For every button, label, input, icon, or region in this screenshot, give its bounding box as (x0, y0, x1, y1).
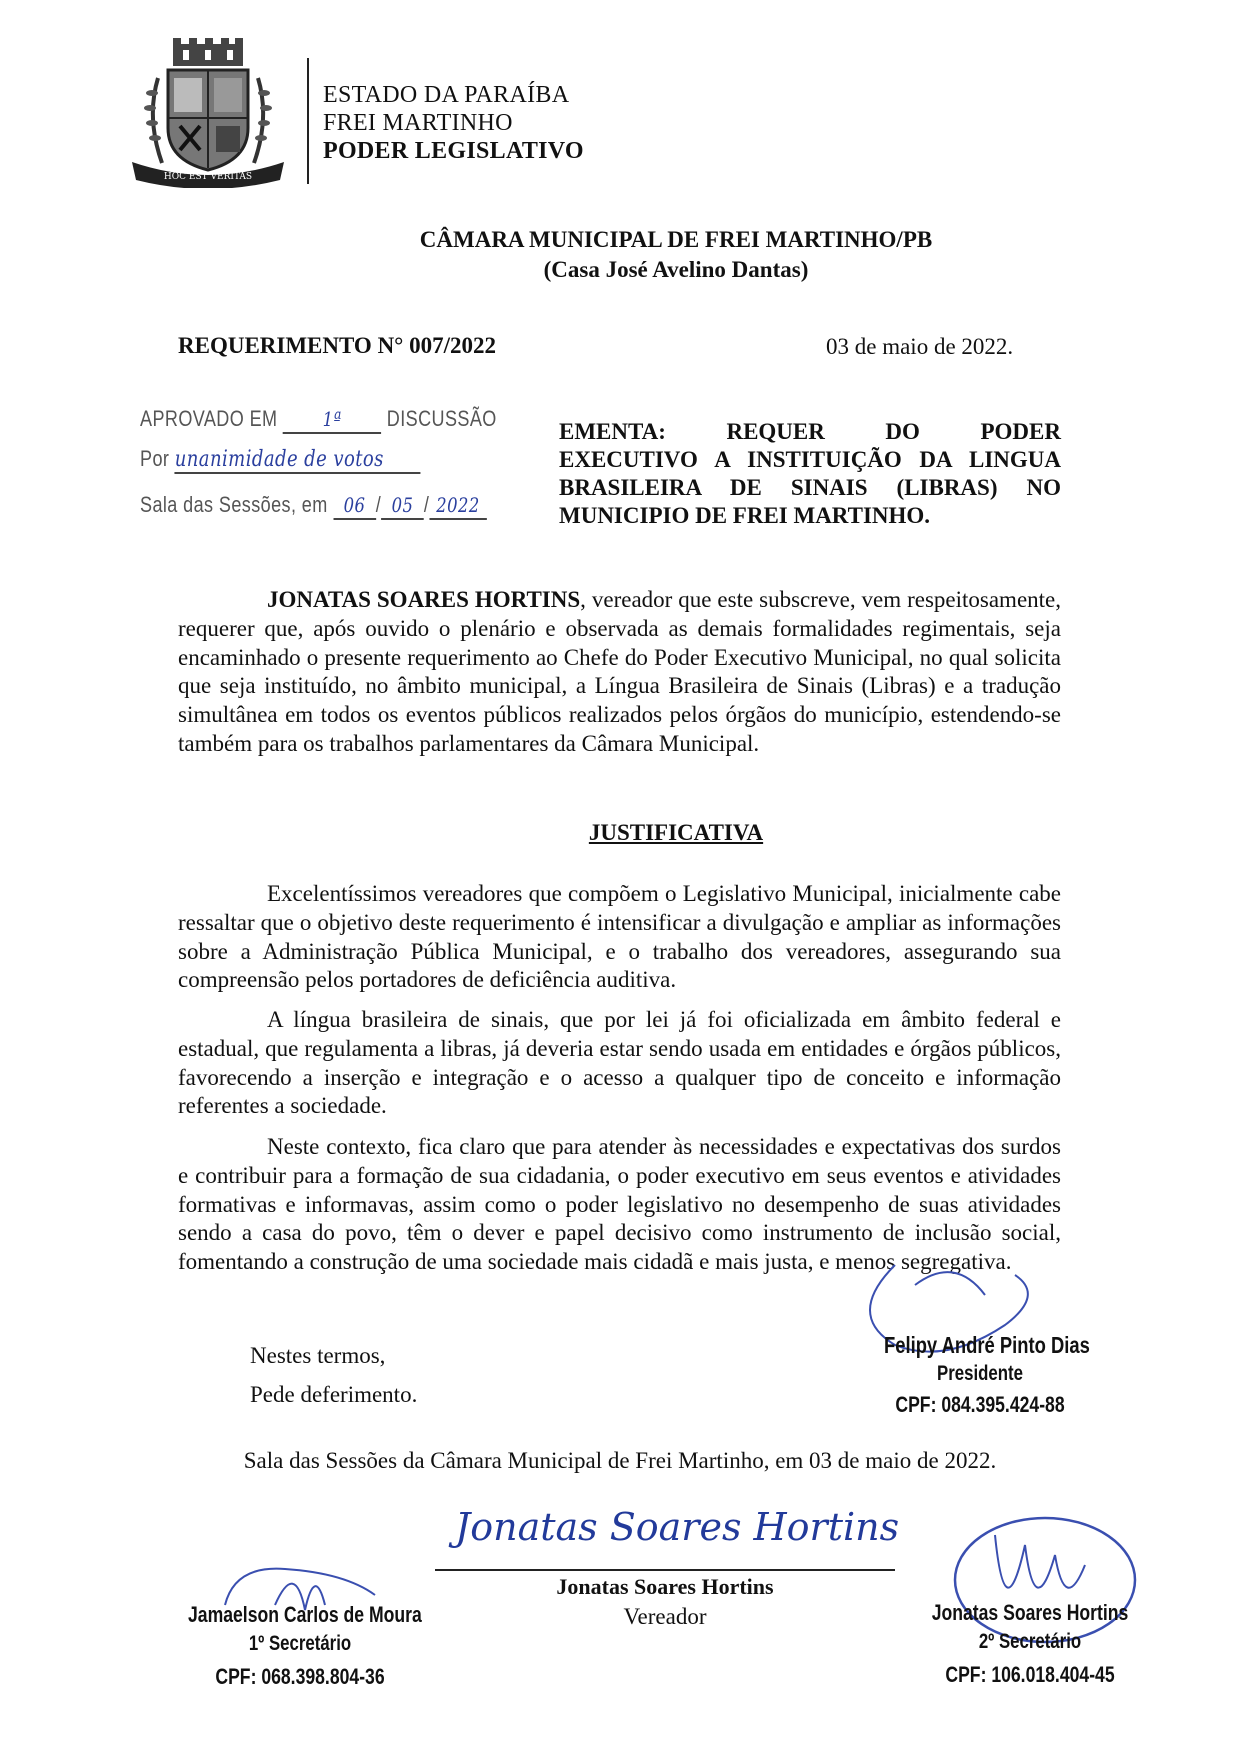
second-secretary-role: 2º Secretário (978, 1630, 1082, 1653)
header-city: FREI MARTINHO (323, 110, 513, 136)
approval-stamp-line1 (140, 406, 497, 434)
stamp-sala-month: 05 (391, 493, 414, 517)
header-divider (307, 58, 309, 184)
header-state: ESTADO DA PARAÍBA (323, 82, 570, 108)
president-cpf: CPF: 084.395.424-88 (895, 1392, 1065, 1417)
closing-place-date: Sala das Sessões da Câmara Municipal de Frei Martinho, em 03 de maio de 2022. (243, 1448, 997, 1473)
president-name: Felipy André Pinto Dias (884, 1332, 1090, 1358)
stamp-sala-day: 06 (343, 493, 366, 517)
stamp-sala-year: 2022 (436, 493, 480, 517)
stamp-approved-prefix: APROVADO EM (140, 406, 278, 431)
justificativa-p1: Excelentíssimos vereadores que compõem o Legislativo Municipal, inicialmente cabe ressaltar que o objetivo deste requerimento é intensificar a divulgação e ampliar as informações sobre a Administração Pública Municipal, e o trabalho dos vereadores, assegurando sua compreensão pelos portadores de deficiência auditiva. (178, 881, 1061, 993)
stamp-por-prefix: Por (140, 446, 170, 471)
institution-name: CÂMARA MUNICIPAL DE FREI MARTINHO/PB (419, 227, 933, 252)
second-secretary-name: Jonatas Soares Hortins (931, 1600, 1129, 1625)
justificativa-p3: Neste contexto, fica claro que para atender às necessidades e expectativas dos surdos e contribuir para a formação de sua cidadania, o poder executivo em seus eventos e atividades formativas e informavas, assim como o poder legislativo no desempenho de suas atividades sendo a casa do povo, têm o dever e papel decisivo como instrumento de inclusão social, fomentando a construção de uma sociedade mais cidadã e mais justa, e menos segregativa. (178, 1134, 1061, 1275)
body-intro: , vereador que este subscreve, vem respeitosamente, requerer que, após ouvido o plenário e observada as demais formalidades regimentais, seja encaminhado o presente requerimento ao Chefe do Poder Executivo Municipal, no qual solicita que seja instituído, no âmbito municipal, a Língua Brasileira de Sinais (Libras) e a tradução simultânea em todos os eventos públicos realizados pelos órgãos do município, estendendo-se também para os trabalhos parlamentares da Câmara Municipal. (178, 587, 1061, 756)
header-branch: PODER LEGISLATIVO (323, 138, 584, 164)
stamp-approved-suffix: DISCUSSÃO (386, 406, 497, 431)
ementa-line3: BRASILEIRA DE SINAIS (LIBRAS) NO (559, 475, 1061, 500)
requerimento-number: REQUERIMENTO N° 007/2022 (178, 333, 497, 358)
author-handwritten-signature: Jonatas Soares Hortins (455, 1505, 900, 1549)
first-secretary-cpf: CPF: 068.398.804-36 (215, 1664, 385, 1689)
approval-stamp-line2 (140, 446, 421, 474)
municipal-crest-logo (128, 38, 288, 188)
body-paragraph (178, 586, 1061, 759)
author-name: Jonatas Soares Hortins (556, 1574, 774, 1599)
crest-motto: HOC EST VERITAS (163, 172, 253, 182)
ementa-line4: MUNICIPIO DE FREI MARTINHO. (559, 503, 931, 528)
closing-line1: Nestes termos, (250, 1343, 386, 1368)
justificativa-title: JUSTIFICATIVA (588, 820, 764, 845)
first-secretary-name: Jamaelson Carlos de Moura (188, 1602, 422, 1627)
ementa-line1: EMENTA: REQUER DO PODER (559, 419, 1061, 444)
author-role: Vereador (623, 1604, 707, 1629)
approval-stamp-line3: Sala das Sessões, em 06 / 05 / 2022 (140, 492, 487, 520)
body-author: JONATAS SOARES HORTINS (267, 587, 581, 612)
first-secretary-role: 1º Secretário (248, 1632, 352, 1655)
ementa-line2: EXECUTIVO A INSTITUIÇÃO DA LINGUA (559, 447, 1061, 472)
president-role: Presidente (937, 1362, 1023, 1385)
stamp-por-hand: unanimidade de votos (174, 447, 384, 472)
stamp-approved-hand: 1ª (322, 407, 342, 431)
closing-line2: Pede deferimento. (250, 1382, 418, 1407)
institution-house: (Casa José Avelino Dantas) (543, 257, 809, 282)
second-secretary-cpf: CPF: 106.018.404-45 (945, 1662, 1115, 1687)
requerimento-date: 03 de maio de 2022. (826, 334, 1014, 359)
ementa-block (559, 418, 1061, 530)
author-signature-line (435, 1569, 895, 1571)
stamp-sala-prefix: Sala das Sessões, em (140, 492, 328, 517)
justificativa-p2: A língua brasileira de sinais, que por lei já foi oficializada em âmbito federal e estadual, que regulamenta a libras, já deveria estar sendo usada em entidades e órgãos públicos, favorecendo a inserção e integração e o acesso a qualquer tipo de conceito e informação referentes a sociedade. (178, 1007, 1061, 1119)
